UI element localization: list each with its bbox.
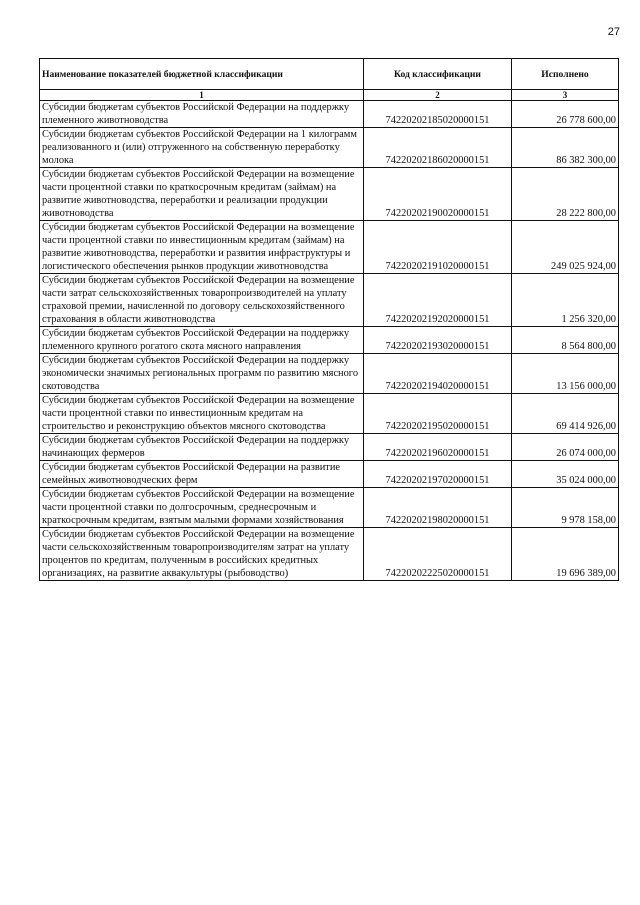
table-row	[40, 128, 619, 168]
table-row	[40, 434, 619, 461]
row-name: Субсидии бюджетам субъектов Российской Федерации на поддержку племенного животноводства	[40, 101, 364, 128]
row-name: Субсидии бюджетам субъектов Российской Федерации на возмещение части процентной ставки по инвестиционным кредитам на строительство и реконструкцию объектов мясного скотоводства	[40, 394, 364, 434]
row-name: Субсидии бюджетам субъектов Российской Федерации на возмещение части процентной ставки по инвестиционным кредитам (займам) на развитие животноводства, переработки и развития инфраструктуры и логистического обеспечения рынков продукции животноводства	[40, 221, 364, 274]
column-number-row	[40, 90, 619, 101]
row-amount: 1 256 320,00	[512, 274, 619, 327]
table-row	[40, 528, 619, 581]
table-row	[40, 221, 619, 274]
row-name: Субсидии бюджетам субъектов Российской Федерации на возмещение части процентной ставки по долгосрочным, среднесрочным и краткосрочным кредитам, взятым малыми формами хозяйствования	[40, 488, 364, 528]
row-code: 74220202185020000151	[364, 101, 512, 128]
table-row	[40, 274, 619, 327]
table-row	[40, 394, 619, 434]
row-name: Субсидии бюджетам субъектов Российской Федерации на поддержку экономически значимых региональных программ по развитию мясного скотоводства	[40, 354, 364, 394]
budget-classification-table	[39, 58, 619, 581]
row-amount: 13 156 000,00	[512, 354, 619, 394]
page-number: 27	[607, 26, 620, 38]
column-number-1: 1	[40, 90, 364, 101]
row-amount: 69 414 926,00	[512, 394, 619, 434]
row-code: 74220202225020000151	[364, 528, 512, 581]
row-code: 74220202198020000151	[364, 488, 512, 528]
table-row	[40, 488, 619, 528]
row-name: Субсидии бюджетам субъектов Российской Федерации на возмещение части затрат сельскохозяйственных товаропроизводителей на уплату страховой премии, начисленной по договору сельскохозяйственного страхования в области животноводства	[40, 274, 364, 327]
row-amount: 28 222 800,00	[512, 168, 619, 221]
row-name: Субсидии бюджетам субъектов Российской Федерации на 1 килограмм реализованного и (или) отгруженного на собственную переработку молока	[40, 128, 364, 168]
row-name: Субсидии бюджетам субъектов Российской Федерации на развитие семейных животноводческих ферм	[40, 461, 364, 488]
table-row	[40, 354, 619, 394]
row-name: Субсидии бюджетам субъектов Российской Федерации на поддержку начинающих фермеров	[40, 434, 364, 461]
row-code: 74220202191020000151	[364, 221, 512, 274]
row-code: 74220202194020000151	[364, 354, 512, 394]
row-amount: 86 382 300,00	[512, 128, 619, 168]
row-amount: 19 696 389,00	[512, 528, 619, 581]
row-code: 74220202186020000151	[364, 128, 512, 168]
header-executed: Исполнено	[512, 59, 619, 90]
table-row	[40, 327, 619, 354]
row-amount: 9 978 158,00	[512, 488, 619, 528]
row-name: Субсидии бюджетам субъектов Российской Федерации на возмещение части процентной ставки по краткосрочным кредитам (займам) на развитие животноводства, переработки и реализации продукции животноводства	[40, 168, 364, 221]
row-code: 74220202197020000151	[364, 461, 512, 488]
table-row	[40, 168, 619, 221]
column-number-2: 2	[364, 90, 512, 101]
row-code: 74220202193020000151	[364, 327, 512, 354]
table-row	[40, 101, 619, 128]
row-code: 74220202192020000151	[364, 274, 512, 327]
row-amount: 249 025 924,00	[512, 221, 619, 274]
row-code: 74220202195020000151	[364, 394, 512, 434]
column-number-3: 3	[512, 90, 619, 101]
row-amount: 35 024 000,00	[512, 461, 619, 488]
table-header-row	[40, 59, 619, 90]
table-row	[40, 461, 619, 488]
row-name: Субсидии бюджетам субъектов Российской Федерации на поддержку племенного крупного рогатого скота мясного направления	[40, 327, 364, 354]
row-code: 74220202190020000151	[364, 168, 512, 221]
row-code: 74220202196020000151	[364, 434, 512, 461]
header-code: Код классификации	[364, 59, 512, 90]
row-amount: 26 074 000,00	[512, 434, 619, 461]
row-amount: 26 778 600,00	[512, 101, 619, 128]
row-name: Субсидии бюджетам субъектов Российской Федерации на возмещение части сельскохозяйственным товаропроизводителям затрат на уплату процентов по кредитам, полученным в российских кредитных организациях, на развитие аквакультуры (рыбоводство)	[40, 528, 364, 581]
header-name: Наименование показателей бюджетной классификации	[40, 59, 364, 90]
row-amount: 8 564 800,00	[512, 327, 619, 354]
